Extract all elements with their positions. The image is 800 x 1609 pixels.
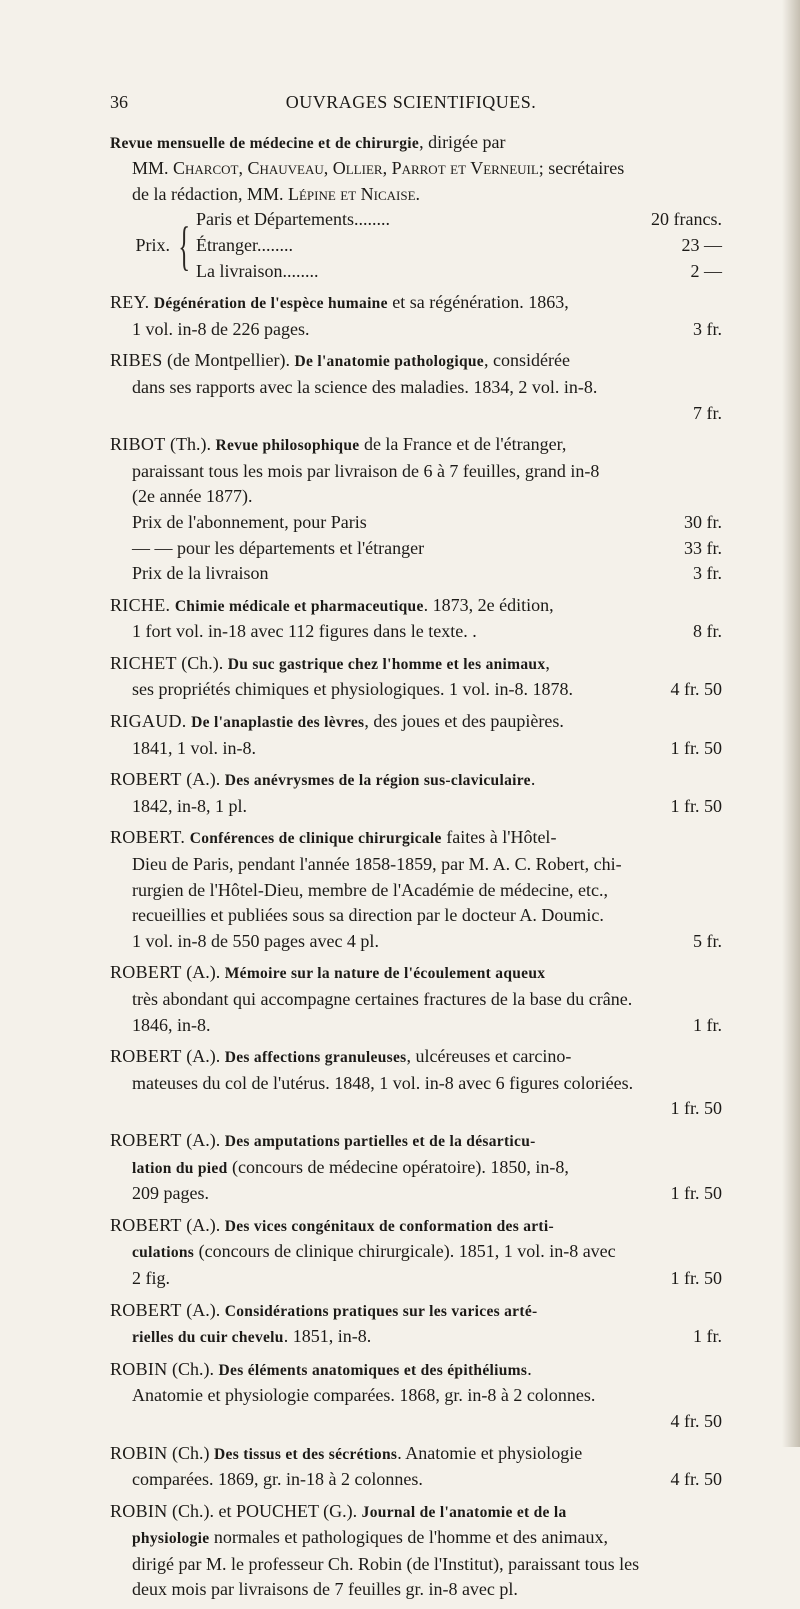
entry-author: ROBIN (110, 1358, 168, 1379)
entry-price: 1 fr. 50 (670, 795, 722, 816)
prix-label: Prix. (135, 234, 170, 255)
editors: Charcot, Chauveau, Ollier, Parrot et Verneuil (173, 158, 539, 179)
entry-author: ROBERT (110, 1046, 182, 1067)
entry-price: 1 fr. (693, 1326, 722, 1347)
catalog-entry: ROBERT (A.). Mémoire sur la nature de l'écoulement aqueux très abondant qui accompagne certaines fractures de la base du crâne. 1846, in-8. 1 fr. (110, 960, 722, 1038)
catalog-entry: ROBERT (A.). Considérations pratiques sur les varices arté- rielles du cuir chevelu. 1851, in-8. 1 fr. (110, 1298, 722, 1351)
entry-author: ROBERT (110, 1299, 182, 1320)
page-number: 36 (110, 92, 128, 112)
price-row: Paris et Départements........ 20 francs. (196, 209, 722, 230)
entry-price: 4 fr. 50 (670, 1469, 722, 1490)
brace-icon: { (178, 215, 191, 276)
entry-price: 8 fr. (693, 621, 722, 642)
entry-author: ROBERT (110, 1214, 182, 1235)
entry-price: 3 fr. (693, 318, 722, 339)
entry-title: Chimie médicale et pharmaceutique (174, 597, 424, 615)
page-edge (782, 0, 800, 1447)
catalog-entry: RIBES (de Montpellier). De l'anatomie pathologique, considérée dans ses rapports avec la science des maladies. 1834, 2 vol. in-8. 7 fr. (110, 348, 722, 426)
catalog-entry: ROBERT. Conférences de clinique chirurgicale faites à l'Hôtel- Dieu de Paris, pendant l'année 1858-1859, par M. A. C. Robert, chi- rurgien de l'Hôtel-Dieu, membre de l'Académie de médecine, etc., recueillies et publiées sous sa direction par le docteur A. Doumic. 1 vol. in-8 de 550 pages avec 4 pl. 5 fr. (110, 825, 722, 954)
entry-author: RICHE. (110, 594, 171, 615)
entry-title: De l'anaplastie des lèvres (191, 714, 365, 732)
entry-author: RICHET (110, 652, 177, 673)
price-table (110, 207, 722, 284)
entry-price: 1 fr. 50 (670, 1267, 722, 1288)
price-row: Prix de la livraison 3 fr. (132, 563, 722, 584)
entry-author: ROBERT (110, 1129, 182, 1150)
price-row: Prix de l'abonnement, pour Paris 30 fr. (132, 511, 722, 532)
entry-author: ROBERT (110, 769, 182, 790)
entry-title: Des amputations partielles et de la désarticu- (224, 1132, 536, 1150)
entry-price: 5 fr. (693, 930, 722, 951)
entry-title: Mémoire sur la nature de l'écoulement aqueux (224, 965, 546, 983)
catalog-entry: ROBIN (Ch.) Des tissus et des sécrétions. Anatomie et physiologie comparées. 1869, gr. in-18 à 2 colonnes. 4 fr. 50 (110, 1441, 722, 1493)
entry-title: Revue philosophique (215, 437, 360, 455)
price-row: Étranger........ 23 — (196, 234, 722, 255)
entry-price: 1 fr. 50 (670, 1183, 722, 1204)
entry-price: 4 fr. 50 (670, 1410, 722, 1431)
price-row: La livraison........ 2 — (196, 260, 722, 281)
catalog-entry: RICHET (Ch.). Du suc gastrique chez l'homme et les animaux, ses propriétés chimiques et physiologiques. 1 vol. in-8. 1878. 4 fr. 50 (110, 651, 722, 703)
price-row: — — pour les départements et l'étranger 33 fr. (132, 537, 722, 558)
entry-title: Considérations pratiques sur les varices arté- (224, 1302, 538, 1320)
book-page (110, 90, 722, 1609)
entry-title: Du suc gastrique chez l'homme et les animaux (227, 655, 546, 673)
entry-title: Conférences de clinique chirurgicale (189, 830, 442, 848)
entry-title: Des tissus et des sécrétions (214, 1445, 398, 1463)
catalog-entry: RICHE. Chimie médicale et pharmaceutique. 1873, 2e édition, 1 fort vol. in-18 avec 112 figures dans le texte. . 8 fr. (110, 593, 722, 645)
entry-title: Des anévrysmes de la région sus-claviculaire (224, 772, 531, 790)
entry-title: De l'anatomie pathologique (294, 353, 484, 371)
entry-title: Dégénération de l'espèce humaine (153, 295, 388, 313)
entry-author: RIBES (110, 350, 163, 371)
catalog-entry: ROBERT (A.). Des affections granuleuses, ulcéreuses et carcino- mateuses du col de l'utérus. 1848, 1 vol. in-8 avec 6 figures coloriées. 1 fr. 50 (110, 1044, 722, 1122)
catalog-entry: ROBERT (A.). Des amputations partielles et de la désarticu- lation du pied (concours de médecine opératoire). 1850, in-8, 209 pages. 1 fr. 50 (110, 1128, 722, 1207)
entry-author: ROBIN (110, 1500, 168, 1521)
catalog-entry: RIGAUD. De l'anaplastie des lèvres, des joues et des paupières. 1841, 1 vol. in-8. 1 fr. 50 (110, 709, 722, 761)
entry-author: ROBIN (110, 1442, 168, 1463)
entry-title: Journal de l'anatomie et de la (361, 1503, 567, 1521)
catalog-entry: ROBIN (Ch.). et POUCHET (G.). Journal de l'anatomie et de la physiologie normales et pathologiques de l'homme et des animaux, dirigé par M. le professeur Ch. Robin (de l'Institut), paraissant tous les deux mois par livraisons de 7 feuilles gr. in-8 avec pl. (110, 1500, 640, 1600)
entry-price: 1 fr. (693, 1014, 722, 1035)
entry-title: Des éléments anatomiques et des épithéliums (218, 1361, 528, 1379)
entry-author: REY. (110, 292, 150, 313)
entry-title: Des affections granuleuses (224, 1049, 407, 1067)
entry-author: ROBERT. (110, 827, 186, 848)
catalog-entry: REY. Dégénération de l'espèce humaine et sa régénération. 1863, 1 vol. in-8 de 226 pages. 3 fr. (110, 290, 722, 342)
entry-price: 1 fr. 50 (670, 737, 722, 758)
catalog-entry: RIBOT (Th.). Revue philosophique de la France et de l'étranger, paraissant tous les mois par livraison de 6 à 7 feuilles, grand in-8 (2e année 1877). Prix de l'abonnement, pour Paris 30 fr. — — pour les départements et l'étranger 33 fr. Prix de la livraison 3 fr. (110, 432, 722, 587)
entry-author: ROBERT (110, 962, 182, 983)
entry-title: Revue mensuelle de médecine et de chirurgie (110, 134, 420, 152)
catalog-entry: Revue mensuelle de médecine et de chirurgie, dirigée par MM. Charcot, Chauveau, Ollier, Parrot et Verneuil; secrétaires de la rédaction, MM. Lépine et Nicaise. Prix. { Paris et Départements........ 20 francs. Étranger........ 23 — La livraison........ 2 — (110, 130, 722, 285)
entry-author: RIGAUD. (110, 711, 187, 732)
catalog-entry: ROBERT (A.). Des anévrysmes de la région sus-claviculaire. 1842, in-8, 1 pl. 1 fr. 50 (110, 767, 722, 819)
catalog-entry: ROBERT (A.). Des vices congénitaux de conformation des arti- culations (concours de clinique chirurgicale). 1851, 1 vol. in-8 avec 2 fig. 1 fr. 50 (110, 1213, 722, 1292)
entry-author: RIBOT (110, 434, 166, 455)
catalog-entry: ROBIN (Ch.). Des éléments anatomiques et des épithéliums. Anatomie et physiologie comparées. 1868, gr. in-8 à 2 colonnes. 4 fr. 50 (110, 1357, 722, 1435)
running-title: OUVRAGES SCIENTIFIQUES. (285, 92, 537, 112)
entry-title: Des vices congénitaux de conformation des arti- (224, 1217, 554, 1235)
entry-price: 1 fr. 50 (670, 1098, 722, 1119)
page-header (110, 90, 722, 116)
entry-price: 4 fr. 50 (670, 679, 722, 700)
entry-price: 7 fr. (693, 402, 722, 423)
